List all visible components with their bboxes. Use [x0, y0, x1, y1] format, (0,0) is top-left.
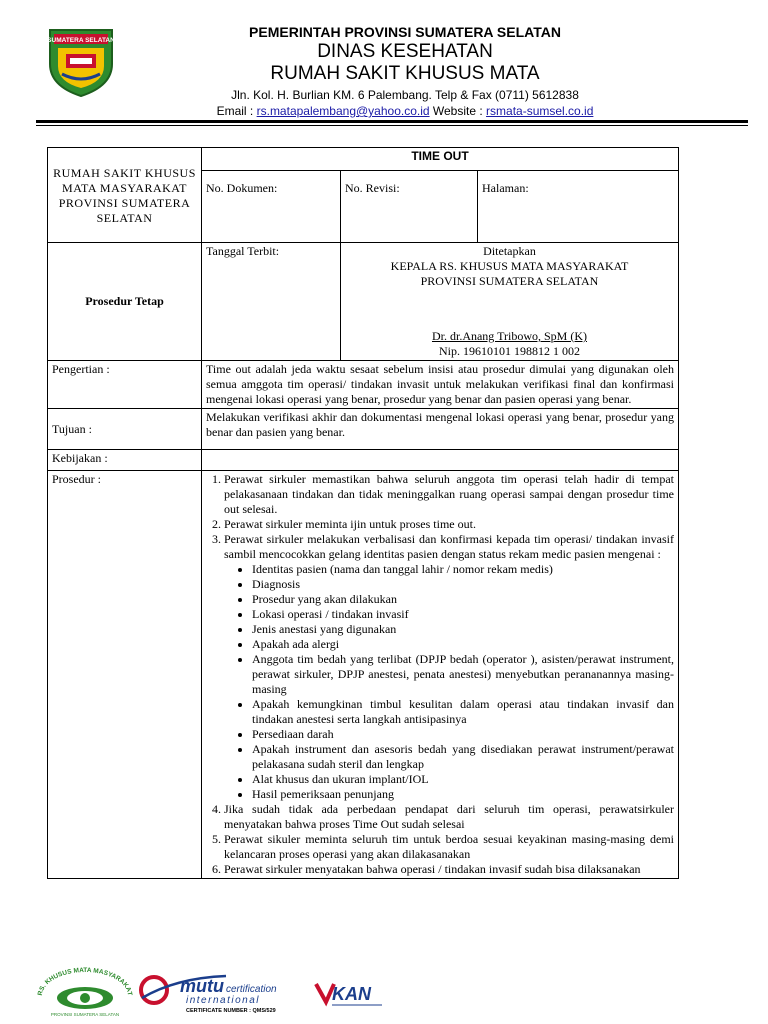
kebijakan-label: Kebijakan : — [48, 450, 202, 471]
hospital-eye-logo — [30, 966, 140, 1018]
list-item: 5. Perawat sikuler meminta seluruh tim untuk berdoa sesuai keyakinan masing-masing demi kelancaran proses operasi yang akan dilakasanakan — [224, 832, 674, 862]
table-row — [48, 148, 679, 171]
kebijakan-text — [202, 450, 679, 471]
step-3-text: Perawat sirkuler melakukan verbalisasi dan konfirmasi kepada tim operasi/ tindakan invasif sambil mencocokkan gelang identitas pasien dengan status rekam medic pasien mengenai : — [224, 532, 674, 561]
letterhead-rule-thick — [36, 120, 748, 123]
tujuan-label: Tujuan : — [48, 409, 202, 450]
list-item: • Prosedur yang akan dilakukan — [252, 592, 674, 607]
sop-table — [47, 147, 679, 879]
mutu-certification-logo — [136, 968, 308, 1014]
no-revisi-cell: No. Revisi: — [341, 171, 478, 243]
confirmation-checklist — [224, 562, 674, 802]
list-item: 1. Perawat sirkuler memastikan bahwa seluruh anggota tim operasi telah hadir di tempat pelakasanaan tindakan dan tidak meninggalkan ruang operasi sampai dengan prosedur time out selesai. — [224, 472, 674, 517]
pengertian-label: Pengertian : — [48, 361, 202, 409]
kan-accreditation-logo — [312, 972, 392, 1012]
list-item: • Hasil pemeriksaan penunjang — [252, 787, 674, 802]
list-item: • Diagnosis — [252, 577, 674, 592]
list-item: • Apakah kemungkinan timbul kesulitan dalam operasi atau tindakan invasif dan tindakan anestesi serta langkah antisipasinya — [252, 697, 674, 727]
list-item: 4. Jika sudah tidak ada perbedaan pendapat dari seluruh tim operasi, perawatsirkuler menyatakan bahwa proses Time Out sudah selesai — [224, 802, 674, 832]
ditetapkan-text: Ditetapkan — [483, 244, 536, 258]
table-row — [48, 409, 679, 450]
letterhead-hospital: RUMAH SAKIT KHUSUS MATA — [270, 63, 540, 84]
prosedur-tetap-label: Prosedur Tetap — [48, 243, 202, 361]
signatory-name: Dr. dr.Anang Tribowo, SpM (K) — [431, 329, 587, 343]
prosedur-label: Prosedur : — [48, 471, 202, 879]
no-dokumen-cell: No. Dokumen: — [202, 171, 341, 243]
emblem-banner-text: SUMATERA SELATAN — [47, 37, 115, 44]
list-item: • Persediaan darah — [252, 727, 674, 742]
pengertian-text: Time out adalah jeda waktu sesaat sebelum insisi atau prosedur dimulai yang digunakan oleh semua amggota tim operasi/ tindakan invasit untuk melakukan verifikasi final dan konfirmasi mengenai lokasi operasi yang benar, prosedur yang benar dan pasien operasi yang benar. — [202, 361, 679, 409]
tanggal-terbit-cell: Tanggal Terbit: — [202, 243, 341, 361]
kepala-line-2: PROVINSI SUMATERA SELATAN — [420, 274, 599, 288]
letterhead-address: Jln. Kol. H. Burlian KM. 6 Palembang. Telp & Fax (0711) 5612838 — [231, 88, 579, 102]
table-row — [48, 243, 679, 361]
signatory-nip: Nip. 19610101 198812 1 002 — [439, 344, 580, 358]
halaman-cell: Halaman: — [478, 171, 679, 243]
list-item: 2. Perawat sirkuler meminta ijin untuk proses time out. — [224, 517, 674, 532]
list-item: • Apakah instrument dan asesoris bedah yang disediakan perawat instrument/perawat pelakasana sudah steril dan lengkap — [252, 742, 674, 772]
international-word: international — [186, 995, 260, 1006]
tujuan-text: Melakukan verifikasi akhir dan dokumentasi mengenal lokasi operasi yang benar, prosedur yang benar dan pasien yang benar. — [202, 409, 679, 450]
prosedur-steps — [202, 471, 679, 879]
kan-word: KAN — [332, 984, 371, 1004]
website-link[interactable]: rsmata-sumsel.co.id — [486, 104, 594, 118]
email-label: Email : — [216, 104, 257, 118]
list-item — [224, 532, 674, 802]
certificate-number: CERTIFICATE NUMBER : QMS/529 — [186, 1008, 276, 1014]
letterhead-contact — [125, 103, 685, 119]
letterhead-government: PEMERINTAH PROVINSI SUMATERA SELATAN — [249, 24, 561, 40]
table-row — [48, 361, 679, 409]
list-item: • Lokasi operasi / tindakan invasif — [252, 607, 674, 622]
hospital-logo-sub-text: PROVINSI SUMATERA SELATAN — [50, 1012, 120, 1017]
list-item: • Jenis anestasi yang digunakan — [252, 622, 674, 637]
letterhead-department: DINAS KESEHATAN — [317, 41, 493, 62]
table-row — [48, 450, 679, 471]
hospital-logo-arc-text: RS. KHUSUS MATA MASYARAKAT — [36, 967, 134, 997]
email-link[interactable]: rs.matapalembang@yahoo.co.id — [256, 104, 430, 118]
list-item: • Apakah ada alergi — [252, 637, 674, 652]
procedure-list — [206, 472, 674, 877]
kepala-line-1: KEPALA RS. KHUSUS MATA MASYARAKAT — [390, 259, 629, 273]
certification-word: certification — [226, 984, 277, 995]
list-item: • Anggota tim bedah yang terlibat (DPJP bedah (operator ), asisten/perawat instrument, perawat sirkuler, DPJP anestesi, penata anestesi) menyebutkan perananannya masing-masing — [252, 652, 674, 697]
list-item: • Identitas pasien (nama dan tanggal lahir / nomor rekam medis) — [252, 562, 674, 577]
letterhead-rule-thin — [36, 125, 748, 126]
approval-block — [341, 243, 679, 361]
provincial-emblem-logo — [44, 24, 118, 98]
list-item: 6. Perawat sirkuler menyatakan bahwa operasi / tindakan invasif sudah bisa dilaksanakan — [224, 862, 674, 877]
organization-name: RUMAH SAKIT KHUSUS MATA MASYARAKAT PROVINSI SUMATERA SELATAN — [48, 148, 202, 243]
letterhead — [125, 24, 685, 119]
mutu-word: mutu — [180, 976, 224, 996]
table-row — [48, 471, 679, 879]
website-label: Website : — [429, 104, 487, 118]
list-item: • Alat khusus dan ukuran implant/IOL — [252, 772, 674, 787]
document-title: TIME OUT — [202, 148, 679, 171]
